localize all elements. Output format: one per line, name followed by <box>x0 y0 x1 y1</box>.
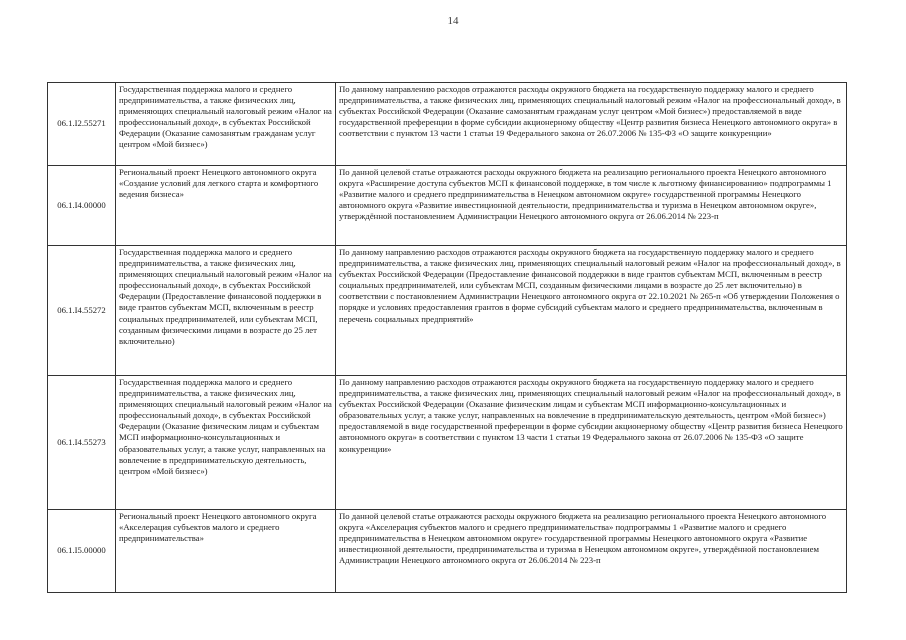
target-article-code: 06.1.I4.55273 <box>48 376 116 510</box>
target-article-description: По данной целевой статье отражаются расходы окружного бюджета на реализацию регионального проекта Ненецкого автономного округа «Акселерация субъектов малого и среднего предпринимательства» подпрограммы 1 «Развитие малого и среднего предпринимательства в Ненецком автономном округе» государственной программы Ненецкого автономного округа «Развитие инвестиционной деятельности, предпринимательства и туризма в Ненецком автономном округе», утверждённой постановлением Администрации Ненецкого автономного округа от 26.06.2014 № 223-п <box>336 510 847 593</box>
target-article-code: 06.1.I4.55272 <box>48 246 116 376</box>
target-article-description: По данному направлению расходов отражаются расходы окружного бюджета на государственную поддержку малого и среднего предпринимательства, а также физических лиц, применяющих специальный налоговый режим «Налог на профессиональный доход», в субъектах Российской Федерации (Предоставление финансовой поддержки в виде грантов субъектам МСП, включенным в реестр социальных предпринимателей, или субъектам МСП, созданным физическими лицами в возрасте до 25 лет включительно) в соответствии с постановлением Администрации Ненецкого автономного округа от 22.10.2021 № 265-п «Об утверждении Положения о порядке и условиях предоставления грантов в форме субсидий субъектам малого и среднего предпринимательства, включенным в перечень социальных предприятий» <box>336 246 847 376</box>
page-number: 14 <box>447 15 459 27</box>
table-row <box>48 376 847 510</box>
target-article-name: Региональный проект Ненецкого автономного округа «Акселерация субъектов малого и среднего предпринимательства» <box>116 510 336 593</box>
target-article-description: По данной целевой статье отражаются расходы окружного бюджета на реализацию регионального проекта Ненецкого автономного округа «Расширение доступа субъектов МСП к финансовой поддержке, в том числе к льготному финансированию» подпрограммы 1 «Развитие малого и среднего предпринимательства в Ненецком автономном округе» государственной программы Ненецкого автономного округа «Развитие инвестиционной деятельности, предпринимательства и туризма в Ненецком автономном округе», утверждённой постановлением Администрации Ненецкого автономного округа от 26.06.2014 № 223-п <box>336 166 847 246</box>
table-row <box>48 166 847 246</box>
table-row <box>48 246 847 376</box>
target-article-name: Государственная поддержка малого и среднего предпринимательства, а также физических лиц, применяющих специальный налоговый режим «Налог на профессиональный доход», в субъектах Российской Федерации (Оказание физическим лицам и субъектам МСП информационно-консультационных и образовательных услуг, а также услуг, направленных на вовлечение в предпринимательскую деятельность, центром «Мой бизнес») <box>116 376 336 510</box>
target-article-description: По данному направлению расходов отражаются расходы окружного бюджета на государственную поддержку малого и среднего предпринимательства, а также физических лиц, применяющих специальный налоговый режим «Налог на профессиональный доход», в субъектах Российской Федерации (Оказание физическим лицам и субъектам МСП информационно-консультационных и образовательных услуг, а также услуг, направленных на вовлечение в предпринимательскую деятельность, центром «Мой бизнес») предоставляемой в виде государственной преференции в форме субсидии акционерному обществу «Центр развития бизнеса Ненецкого автономного округа» в соответствии с пунктом 13 части 1 статьи 19 Федерального закона от 26.07.2006 № 135-ФЗ «О защите конкуренции» <box>336 376 847 510</box>
budget-classification-table <box>47 82 847 593</box>
target-article-code: 06.1.I2.55271 <box>48 83 116 166</box>
target-article-name: Региональный проект Ненецкого автономного округа «Создание условий для легкого старта и комфортного ведения бизнеса» <box>116 166 336 246</box>
target-article-name: Государственная поддержка малого и среднего предпринимательства, а также физических лиц, применяющих специальный налоговый режим «Налог на профессиональный доход», в субъектах Российской Федерации (Предоставление финансовой поддержки в виде грантов субъектам МСП, включенным в реестр социальных предпринимателей, или субъектам МСП, созданным физическими лицами в возрасте до 25 лет включительно) <box>116 246 336 376</box>
target-article-name: Государственная поддержка малого и среднего предпринимательства, а также физических лиц, применяющих специальный налоговый режим «Налог на профессиональный доход», в субъектах Российской Федерации (Оказание самозанятым гражданам услуг центром «Мой бизнес») <box>116 83 336 166</box>
target-article-description: По данному направлению расходов отражаются расходы окружного бюджета на государственную поддержку малого и среднего предпринимательства, а также физических лиц, применяющих специальный налоговый режим «Налог на профессиональный доход», в субъектах Российской Федерации (Оказание самозанятым гражданам услуг центром «Мой бизнес») предоставляемой в виде государственной преференции в форме субсидии акционерному обществу «Центр развития бизнеса Ненецкого автономного округа» в соответствии с пунктом 13 части 1 статьи 19 Федерального закона от 26.07.2006 № 135-ФЗ «О защите конкуренции» <box>336 83 847 166</box>
target-article-code: 06.1.I4.00000 <box>48 166 116 246</box>
target-article-code: 06.1.I5.00000 <box>48 510 116 593</box>
table-row <box>48 510 847 593</box>
table-row <box>48 83 847 166</box>
